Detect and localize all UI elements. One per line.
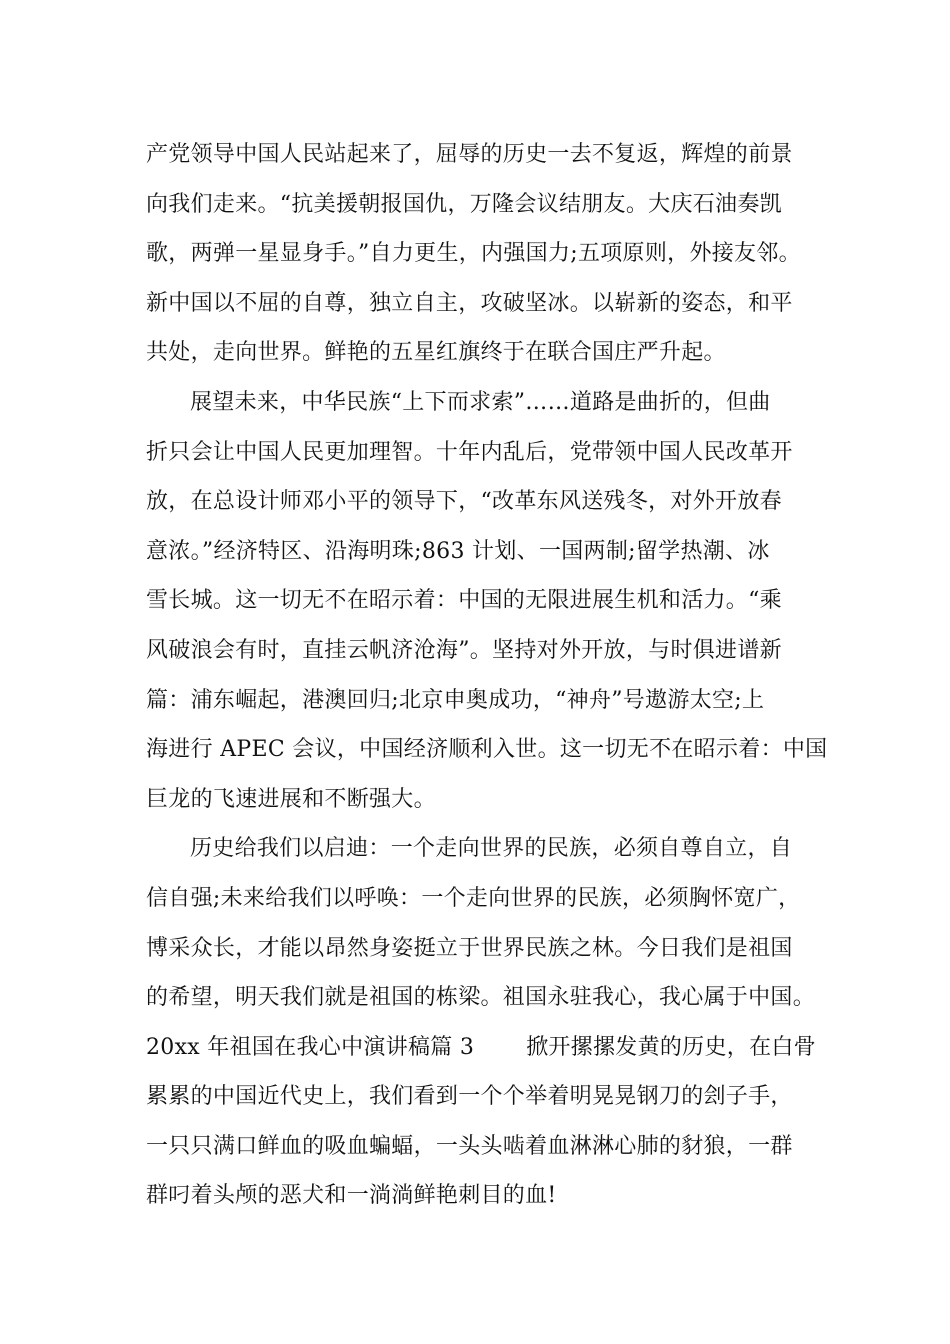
text-line: 产党领导中国人民站起来了，屈辱的历史一去不复返，辉煌的前景 <box>146 142 793 167</box>
text-line: 向我们走来。“抗美援朝报国仇，万隆会议结朋友。大庆石油奏凯 <box>146 191 782 217</box>
text-line: 一只只满口鲜血的吸血蝙蝠，一头头啮着血淋淋心肺的豺狼，一群 <box>146 1133 793 1159</box>
text-line: 群叼着头颅的恶犬和一淌淌鲜艳刺目的血! <box>146 1183 557 1209</box>
text-line: 的希望，明天我们就是祖国的栋梁。祖国永驻我心，我心属于中国。 <box>146 985 816 1011</box>
text-line: 新中国以不屈的自尊，独立自主，攻破坚冰。以崭新的姿态，和平 <box>146 290 793 316</box>
text-line: 歌，两弹一星显身手。”自力更生，内强国力;五项原则，外接友邻。 <box>146 241 801 267</box>
paragraph-first-line: 历史给我们以启迪：一个走向世界的民族，必须自尊自立，自 <box>190 836 793 862</box>
text-line: 海进行 APEC 会议，中国经济顺利入世。这一切无不在昭示着：中国 <box>146 737 828 763</box>
text-line: 信自强;未来给我们以呼唤：一个走向世界的民族，必须胸怀宽广， <box>146 885 801 911</box>
text-line: 篇：浦东崛起，港澳回归;北京申奥成功，“神舟”号遨游太空;上 <box>146 687 765 713</box>
section-heading-line: 20xx 年祖国在我心中演讲稿篇 3 掀开摞摞发黄的历史，在白骨 <box>146 1034 816 1060</box>
text-line: 共处，走向世界。鲜艳的五星红旗终于在联合国庄严升起。 <box>146 340 726 366</box>
text-line: 折只会让中国人民更加理智。十年内乱后，党带领中国人民改革开 <box>146 439 793 465</box>
text-line: 博采众长，才能以昂然身姿挺立于世界民族之林。今日我们是祖国 <box>146 935 793 961</box>
text-line: 雪长城。这一切无不在昭示着：中国的无限进展生机和活力。“乘 <box>146 588 782 614</box>
text-line: 累累的中国近代史上，我们看到一个个举着明晃晃钢刀的刽子手， <box>146 1084 793 1110</box>
speech-body-text <box>146 130 828 1221</box>
text-line: 巨龙的飞速进展和不断强大。 <box>146 786 436 812</box>
text-line: 意浓。”经济特区、沿海明珠;863 计划、一国两制;留学热潮、冰 <box>146 538 770 564</box>
text-line: 风破浪会有时，直挂云帆济沧海”。坚持对外开放，与时俱进谱新 <box>146 637 782 663</box>
text-line: 放，在总设计师邓小平的领导下，“改革东风送残冬，对外开放春 <box>146 489 782 515</box>
paragraph-first-line: 展望未来，中华民族“上下而求索”……道路是曲折的，但曲 <box>190 389 771 415</box>
